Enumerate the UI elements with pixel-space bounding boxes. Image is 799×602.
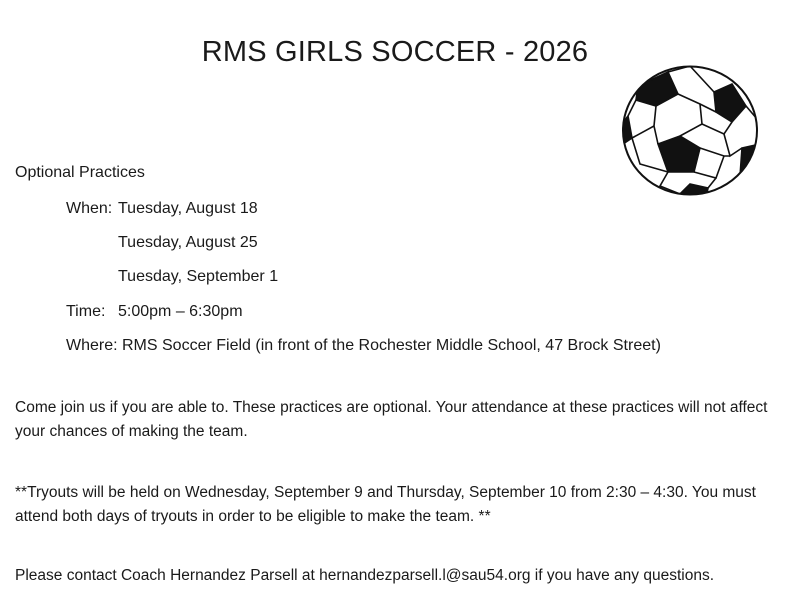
practice-date: Tuesday, August 25 xyxy=(118,234,258,251)
time-label: Time: xyxy=(66,303,106,320)
when-label: When: xyxy=(66,200,113,217)
tryouts-paragraph: **Tryouts will be held on Wednesday, September 9 and Thursday, September 10 from 2:30 – 4:30. You must attend both days of tryouts in order to be eligible to make the team. ** xyxy=(15,484,756,525)
practices-heading: Optional Practices xyxy=(15,164,145,181)
time-value: 5:00pm – 6:30pm xyxy=(118,303,243,320)
attendance-paragraph: Come join us if you are able to. These practices are optional. Your attendance at these practices will not affect your chances of making the team. xyxy=(15,399,768,440)
practice-date: Tuesday, September 1 xyxy=(118,268,279,285)
practice-date: Tuesday, August 18 xyxy=(118,200,258,217)
soccer-ball-icon xyxy=(620,64,760,197)
contact-paragraph: Please contact Coach Hernandez Parsell at hernandezparsell.l@sau54.org if you have any questions. xyxy=(15,567,715,584)
where-value: RMS Soccer Field (in front of the Rochester Middle School, 47 Brock Street) xyxy=(122,337,661,354)
page-title: RMS GIRLS SOCCER - 2026 xyxy=(201,36,589,68)
where-label: Where: xyxy=(66,337,118,354)
